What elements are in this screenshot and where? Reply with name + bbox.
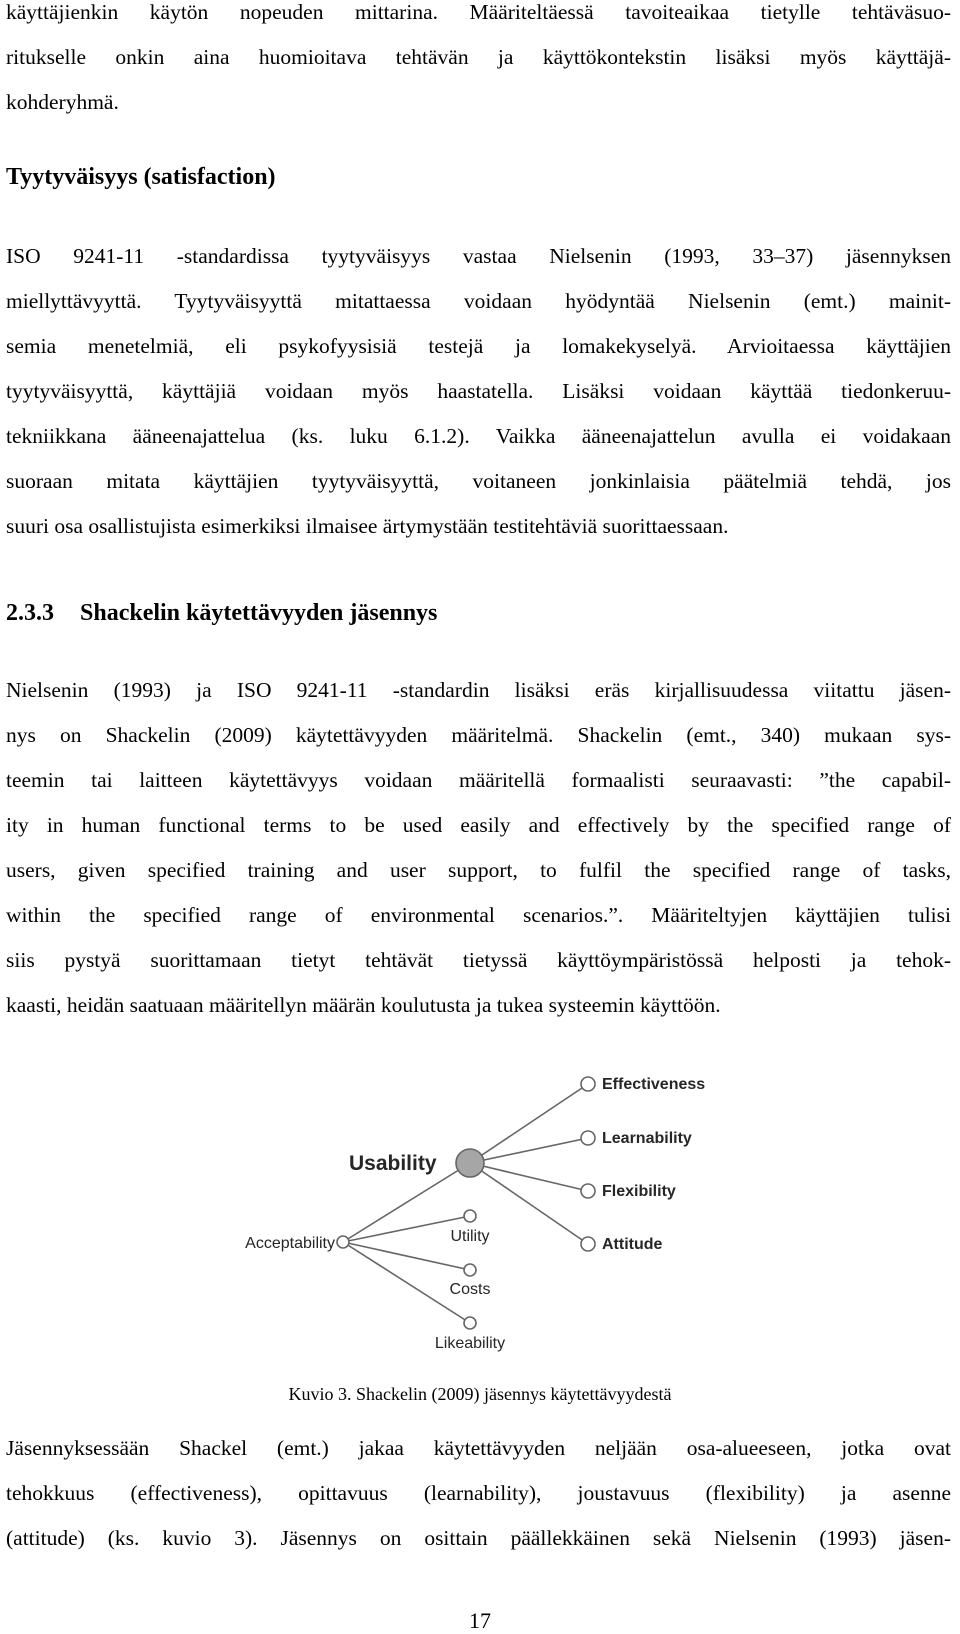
branch-line bbox=[470, 1163, 588, 1244]
costs-label: Costs bbox=[449, 1281, 491, 1298]
text-line: semia menetelmiä, eli psykofyysisiä testejä ja lomakekyselyä. Arvioitaessa käyttäjien bbox=[6, 334, 951, 358]
utility-node bbox=[464, 1210, 476, 1222]
section-heading-shackel bbox=[6, 600, 437, 627]
text-line: tyytyväisyyttä, käyttäjiä voidaan myös haastatella. Lisäksi voidaan käyttää tiedonkeruu- bbox=[6, 379, 951, 403]
text-line: tehokkuus (effectiveness), opittavuus (learnability), joustavuus (flexibility) ja asenne bbox=[6, 1481, 951, 1505]
usability-node bbox=[456, 1149, 484, 1177]
flexibility-label: Flexibility bbox=[602, 1183, 676, 1200]
satisfaction-paragraph bbox=[6, 234, 951, 549]
text-line: suoraan mitata käyttäjien tyytyväisyyttä, voitaneen jonkinlaisia päätelmiä tehdä, jos bbox=[6, 469, 951, 493]
likeability-label: Likeability bbox=[434, 1335, 506, 1352]
branch-line bbox=[343, 1242, 470, 1323]
text-line: tekniikkana ääneenajattelua (ks. luku 6.1.2). Vaikka ääneenajattelun avulla ei voidakaan bbox=[6, 424, 951, 448]
flexibility-node bbox=[581, 1184, 595, 1198]
text-line: teemin tai laitteen käytettävyys voidaan määritellä formaalisti seuraavasti: ”the capabil- bbox=[6, 768, 951, 792]
likeability-node bbox=[464, 1317, 476, 1329]
attitude-label: Attitude bbox=[602, 1236, 663, 1253]
effectiveness-node bbox=[581, 1077, 595, 1091]
effectiveness-label: Effectiveness bbox=[602, 1076, 706, 1093]
acceptability-node bbox=[337, 1236, 349, 1248]
text-line: siis pystyä suorittamaan tietyt tehtävät tietyssä käyttöympäristössä helposti ja tehok- bbox=[6, 948, 951, 972]
text-line: within the specified range of environmental scenarios.”. Määriteltyjen käyttäjien tulisi bbox=[6, 903, 951, 927]
text-line: suuri osa osallistujista esimerkiksi ilmaisee ärtymystään testitehtäviä suorittaessaan. bbox=[6, 514, 729, 538]
closing-paragraph bbox=[6, 1426, 951, 1561]
usability-label: Usability bbox=[349, 1152, 437, 1175]
text-line: users, given specified training and user support, to fulfil the specified range of tasks, bbox=[6, 858, 951, 882]
page-number: 17 bbox=[469, 1608, 491, 1633]
acceptability-label: Acceptability bbox=[245, 1235, 335, 1252]
utility-label: Utility bbox=[450, 1228, 490, 1245]
text-line: kohderyhmä. bbox=[6, 90, 119, 114]
section-title: Shackelin käytettävyyden jäsennys bbox=[80, 600, 438, 626]
costs-node bbox=[464, 1264, 476, 1276]
text-line: nys on Shackelin (2009) käytettävyyden määritelmä. Shackelin (emt., 340) mukaan sys- bbox=[6, 723, 951, 747]
branch-line bbox=[343, 1216, 470, 1242]
branch-line bbox=[470, 1138, 588, 1163]
text-line: ity in human functional terms to be used easily and effectively by the specified range of bbox=[6, 813, 951, 837]
learnability-node bbox=[581, 1131, 595, 1145]
figure-caption: Kuvio 3. Shackelin (2009) jäsennys käytettävyydestä bbox=[288, 1384, 672, 1404]
text-line: kaasti, heidän saatuaan määritellyn määrän koulutusta ja tukea systeemin käyttöön. bbox=[6, 993, 721, 1017]
text-line: Jäsennyksessään Shackel (emt.) jakaa käytettävyyden neljään osa-alueeseen, jotka ovat bbox=[6, 1436, 951, 1460]
learnability-label: Learnability bbox=[602, 1130, 692, 1147]
branch-line bbox=[470, 1163, 588, 1191]
text-line: (attitude) (ks. kuvio 3). Jäsennys on osittain päällekkäinen sekä Nielsenin (1993) jäsen- bbox=[6, 1526, 951, 1550]
attitude-node bbox=[581, 1237, 595, 1251]
section-number: 2.3.3 bbox=[6, 600, 54, 626]
branch-line bbox=[343, 1163, 470, 1242]
section-heading-satisfaction: Tyytyväisyys (satisfaction) bbox=[6, 164, 276, 190]
text-line: käyttäjienkin käytön nopeuden mittarina. Määriteltäessä tavoiteaikaa tietylle tehtäväsuo- bbox=[6, 0, 951, 24]
shackel-paragraph bbox=[6, 668, 951, 1028]
top-paragraph bbox=[6, 0, 951, 125]
branch-line bbox=[470, 1084, 588, 1163]
text-line: Nielsenin (1993) ja ISO 9241-11 -standardin lisäksi eräs kirjallisuudessa viitattu jäsen- bbox=[6, 678, 951, 702]
text-line: ISO 9241-11 -standardissa tyytyväisyys vastaa Nielsenin (1993, 33–37) jäsennyksen bbox=[6, 244, 951, 268]
text-line: ritukselle onkin aina huomioitava tehtävän ja käyttökontekstin lisäksi myös käyttäjä- bbox=[6, 45, 951, 69]
branch-line bbox=[343, 1242, 470, 1270]
text-line: miellyttävyyttä. Tyytyväisyyttä mitattaessa voidaan hyödyntää Nielsenin (emt.) mainit- bbox=[6, 289, 951, 313]
